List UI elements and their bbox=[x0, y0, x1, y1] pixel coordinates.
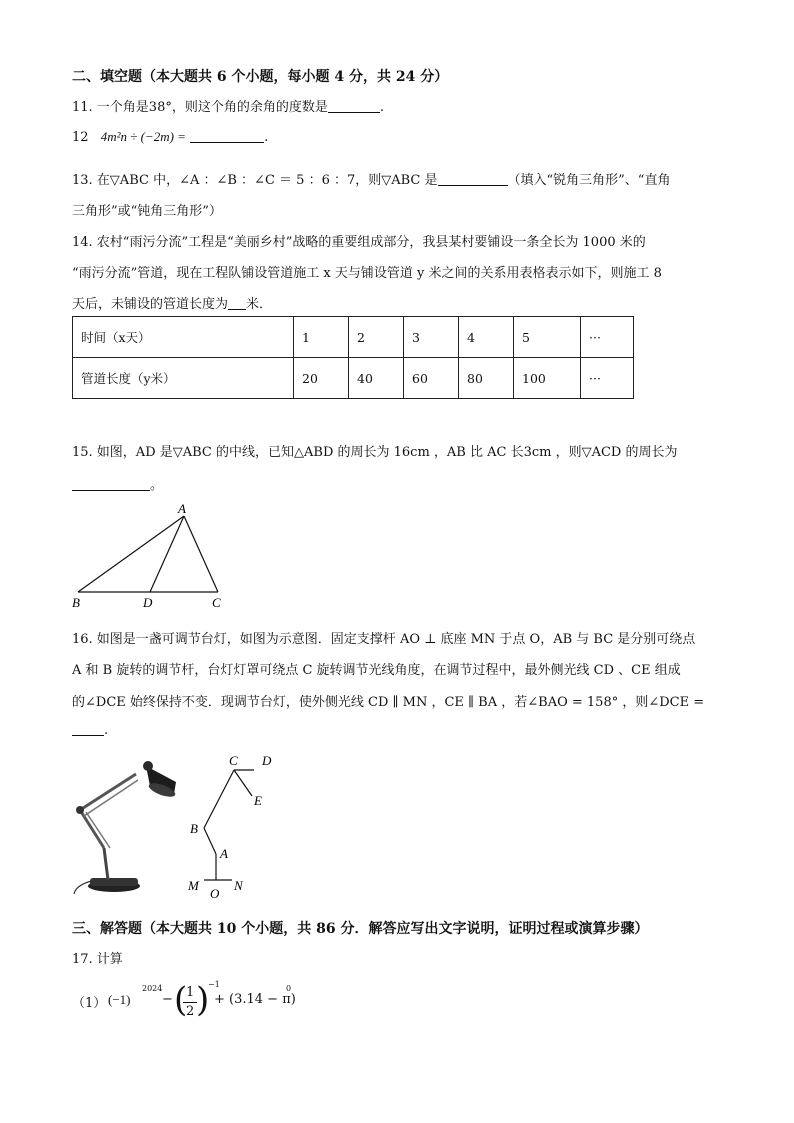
table-cell: ··· bbox=[581, 317, 634, 358]
q17-exponent1: 2024 bbox=[142, 984, 163, 993]
q12-answer-blank bbox=[190, 141, 264, 143]
lamp-base-top bbox=[90, 878, 138, 886]
question-16-line3: 的∠DCE 始终保持不变．现调节台灯，使外侧光线 CD ∥ MN ，CE ∥ BA ，若∠BAO = 158° ，则∠DCE = bbox=[72, 695, 705, 710]
segment-AD bbox=[150, 516, 184, 592]
q11-answer-blank bbox=[328, 111, 380, 113]
q12-number: 12 bbox=[72, 130, 89, 145]
q14-text: 天后，未铺设的管道长度为 bbox=[72, 297, 229, 312]
lamp-middle-arm bbox=[80, 810, 104, 848]
question-15-line1: 15. 如图，AD 是▽ABC 的中线，已知△ABD 的周长为 16cm ，AB 比 AC 长3cm ，则▽ACD 的周长为 bbox=[72, 445, 678, 460]
question-11 bbox=[72, 96, 384, 115]
lamp-schematic-figure bbox=[182, 752, 292, 900]
q11-text: 11. 一个角是38°，则这个角的余角的度数是 bbox=[72, 100, 328, 115]
question-16-line4 bbox=[72, 723, 108, 738]
lamp-joint bbox=[76, 806, 84, 814]
question-16-line2: A 和 B 旋转的调节杆，台灯灯罩可绕点 C 旋转调节光线角度，在调节过程中，最外侧光线 CD 、CE 组成 bbox=[72, 663, 681, 678]
table-cell: ··· bbox=[581, 358, 634, 399]
q14-text-after: 米． bbox=[246, 297, 273, 312]
question-15-line2 bbox=[72, 474, 163, 493]
q17-base1: (−1) bbox=[108, 992, 131, 1007]
label-O: O bbox=[210, 886, 220, 900]
lamp-spring-rod bbox=[86, 812, 110, 848]
q17-part1-label: （1） bbox=[72, 996, 107, 1011]
q17-exponent3: 0 bbox=[286, 984, 292, 993]
table-cell: 时间（x天） bbox=[73, 317, 294, 358]
table-cell: 4 bbox=[459, 317, 514, 358]
table-cell: 管道长度（y米） bbox=[73, 358, 294, 399]
table-cell: 80 bbox=[459, 358, 514, 399]
left-paren-large: ( bbox=[174, 980, 188, 1020]
question-14-line2: “雨污分流”管道，现在工程队铺设管道施工 x 天与铺设管道 y 米之间的关系用表格表示如下，则施工 8 bbox=[72, 266, 662, 281]
ray-CE bbox=[234, 770, 252, 796]
segment-AB bbox=[204, 828, 216, 854]
q12-expression: 4m²n ÷ (−2m) = bbox=[100, 129, 186, 144]
table-cell: 60 bbox=[404, 358, 459, 399]
table-cell: 20 bbox=[294, 358, 349, 399]
q14-answer-blank bbox=[228, 308, 246, 310]
question-12 bbox=[72, 129, 268, 145]
q16-answer-blank bbox=[72, 734, 104, 736]
label-B: B bbox=[72, 595, 80, 610]
table-cell: 5 bbox=[514, 317, 581, 358]
section3-heading: 三、解答题（本大题共 10 个小题，共 86 分．解答应写出文字说明，证明过程或演算步骤） bbox=[72, 921, 649, 937]
table-cell: 100 bbox=[514, 358, 581, 399]
section2-heading: 二、填空题（本大题共 6 个小题，每小题 4 分，共 24 分） bbox=[72, 69, 449, 85]
lamp-lower-arm bbox=[104, 848, 108, 880]
label-E: E bbox=[254, 793, 262, 808]
q11-end: . bbox=[379, 100, 384, 115]
lamp-knob bbox=[143, 761, 153, 771]
segment-BC bbox=[204, 770, 234, 828]
question-14-line1: 14. 农村“雨污分流”工程是“美丽乡村”战略的重要组成部分，我县某村要铺设一条全长为 1000 米的 bbox=[72, 235, 646, 250]
triangle-figure bbox=[66, 500, 236, 615]
q15-answer-blank bbox=[72, 489, 150, 491]
table-row bbox=[73, 317, 634, 358]
q14-table bbox=[72, 316, 634, 399]
label-N: N bbox=[234, 878, 243, 893]
question-14-line3 bbox=[72, 293, 272, 312]
table-cell: 3 bbox=[404, 317, 459, 358]
question-13-line1 bbox=[72, 169, 670, 188]
segment-AC bbox=[184, 516, 218, 592]
label-D: D bbox=[143, 595, 153, 610]
table-row bbox=[73, 358, 634, 399]
q17-exponent2: −1 bbox=[208, 980, 220, 989]
q17-minus: − bbox=[162, 992, 173, 1007]
label-D: D bbox=[262, 753, 272, 768]
q13-text-after: （填入“锐角三角形”、“直角 bbox=[507, 173, 671, 188]
label-C: C bbox=[212, 595, 221, 610]
q12-end: . bbox=[264, 130, 269, 145]
question-16-line1: 16. 如图是一盏可调节台灯，如图为示意图．固定支撑杆 AO ⊥ 底座 MN 于点 O，AB 与 BC 是分别可绕点 bbox=[72, 632, 696, 647]
lamp-upper-rod bbox=[84, 780, 138, 816]
q17-frac-num: 1 bbox=[186, 985, 195, 1000]
q13-answer-blank bbox=[438, 184, 508, 186]
q16-end: . bbox=[104, 723, 109, 738]
label-A: A bbox=[178, 501, 186, 516]
segment-AB bbox=[78, 516, 184, 592]
label-B: B bbox=[190, 821, 198, 836]
q17-frac-den: 2 bbox=[186, 1004, 195, 1019]
table-cell: 1 bbox=[294, 317, 349, 358]
table-cell: 40 bbox=[349, 358, 404, 399]
right-paren-large: ) bbox=[196, 980, 210, 1020]
q15-end: 。 bbox=[150, 478, 164, 493]
table-cell: 2 bbox=[349, 317, 404, 358]
label-A: A bbox=[220, 846, 228, 861]
desk-lamp-illustration bbox=[66, 752, 186, 897]
question-13-line2: 三角形”或“钝角三角形”） bbox=[72, 204, 222, 219]
lamp-upper-arm bbox=[80, 774, 136, 810]
label-C: C bbox=[229, 753, 238, 768]
q13-text: 13. 在▽ABC 中，∠A ：∠B ：∠C ＝ 5 ：6 ：7，则▽ABC 是 bbox=[72, 173, 438, 188]
label-M: M bbox=[188, 878, 199, 893]
question-17-title: 17. 计算 bbox=[72, 952, 123, 967]
q17-plus-term: + (3.14 − π) bbox=[214, 992, 296, 1007]
fraction-bar bbox=[183, 1002, 197, 1003]
